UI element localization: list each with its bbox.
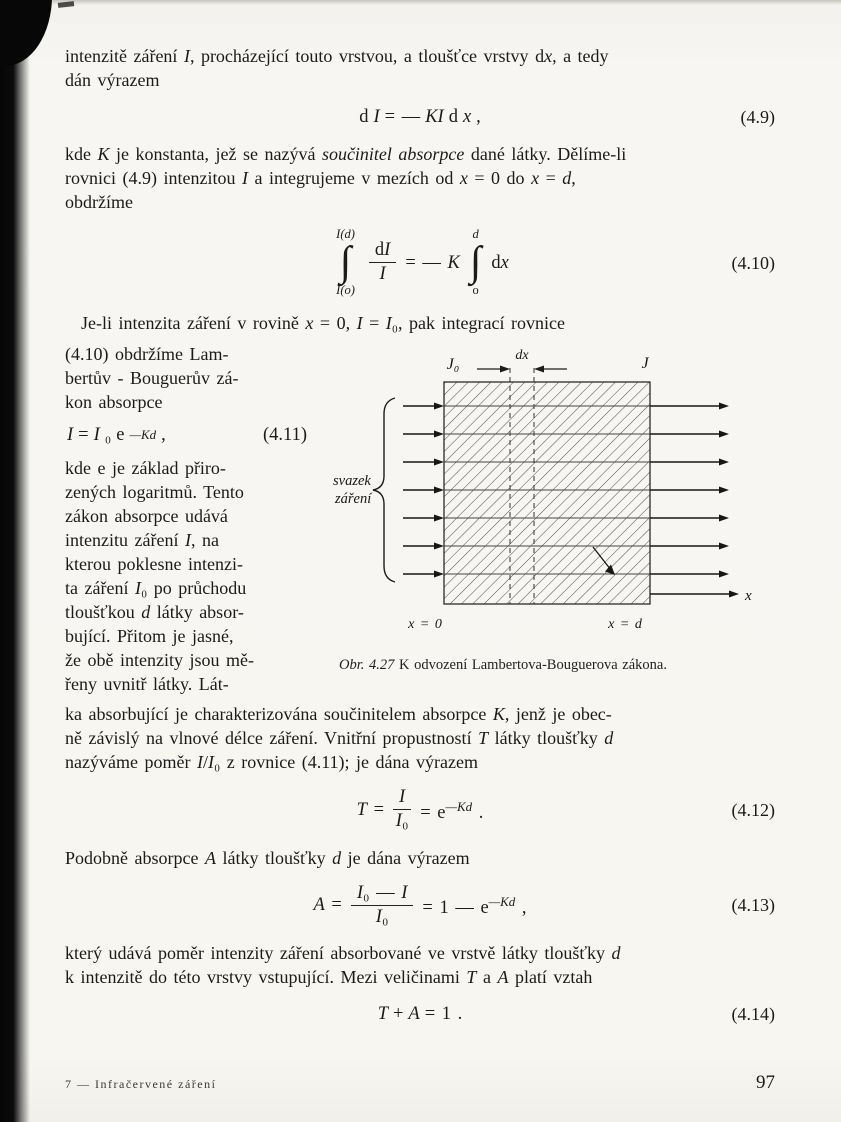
- page-body: [65, 44, 775, 1039]
- corner-shadow: [0, 0, 52, 66]
- equation-lhs: A =: [313, 895, 342, 916]
- equation-lhs: T =: [356, 799, 385, 820]
- dx-measure-arrowheads: [500, 366, 544, 373]
- fraction-denominator: I₀: [375, 906, 389, 927]
- two-column-section: [65, 342, 775, 696]
- equation-number: (4.9): [740, 107, 775, 127]
- paragraph-transmittance: ka absorbující je charakterizována součinitelem absorpce K, jenž je obec- ně závislý na vlnové délce záření. Vnitřní propustností T látky tloušťky d nazýváme poměr I/I₀ z rovnice (4.11); je dána výrazem: [65, 704, 614, 773]
- page-footer: [65, 1072, 775, 1094]
- incoming-arrowheads: [434, 403, 444, 578]
- fraction-denominator: I₀: [395, 811, 409, 832]
- integral-upper-limit: I(d): [336, 227, 355, 241]
- fraction-numerator: I: [393, 787, 411, 810]
- integral-upper-limit: d: [472, 227, 479, 241]
- page-number: 97: [756, 1072, 775, 1093]
- paragraph-constant: kde K je konstanta, jež se nazývá součinitel absorpce dané látky. Dělíme-li rovnici (4.9) intenzitou I a integrujeme v mezích od x = 0 do x = d, obdržíme: [65, 144, 627, 212]
- equation-number: (4.11): [262, 425, 307, 446]
- equation-rhs: = 1 — $e^{—Kd}$ ,: [422, 894, 527, 919]
- binding-shadow: [0, 0, 30, 1122]
- label-j0: J₀: [446, 356, 460, 374]
- equation-4-13: [65, 883, 775, 929]
- paragraph-lambert-intro: Je-li intenzita záření v rovině x = 0, I = I₀, pak integrací rovnice: [81, 313, 565, 334]
- fraction-numerator: I₀ — I: [351, 883, 414, 906]
- x-axis: [650, 591, 739, 598]
- equation-formula: T + A = 1 .: [377, 1004, 463, 1025]
- column-text-bottom: kde e je základ přiro- zených logaritmů. Tento zákon absorpce udává intenzitu záření I, na kterou poklesne intenzi- ta záření I₀ po průchodu tloušťkou d látky absor- bující. Přitom je jasné, že obě intenzity jsou mě- řeny uvnitř látky. Lát-: [65, 458, 254, 695]
- footer-imprint: 7 — Infračervené záření: [65, 1077, 217, 1091]
- fraction-numerator: dI: [369, 240, 396, 263]
- left-text-column: [65, 342, 311, 696]
- equation-4-10: [65, 227, 775, 298]
- integral-right: [470, 227, 482, 298]
- label-x0: x = 0: [408, 617, 442, 633]
- label-x-axis: x: [745, 588, 752, 605]
- figure-caption: Obr. 4.27 K odvození Lambertova-Bouguerova zákona.: [339, 657, 667, 674]
- equation-number: (4.13): [731, 895, 775, 916]
- lambert-bouguer-diagram: [325, 344, 765, 644]
- equation-number: (4.10): [731, 252, 775, 273]
- equation-formula: d I = — KI d x ,: [359, 107, 481, 127]
- equation-4-12: [65, 787, 775, 833]
- beam-bundle-brace: [373, 398, 395, 582]
- figure-column: [323, 342, 775, 696]
- integral-lower-limit: o: [472, 282, 479, 297]
- fraction: [393, 787, 411, 833]
- label-beam-line1: svazek: [333, 473, 371, 490]
- outgoing-arrowheads: [719, 403, 729, 578]
- outgoing-beam-arrows: [650, 406, 720, 574]
- fraction: [369, 240, 396, 286]
- equation-4-14: [65, 1002, 775, 1026]
- integral-lower-limit: I(o): [336, 282, 355, 297]
- paragraph-absorption-intro: Podobně absorpce A látky tloušťky d je dána výrazem: [65, 847, 470, 868]
- equation-middle: = — K: [405, 252, 460, 273]
- paragraph-ratio: který udává poměr intenzity záření absorbované ve vrstvě látky tloušťky d k intenzitě do této vrstvy vstupující. Mezi veličinami T a A platí vztah: [65, 943, 621, 988]
- label-dx: dx: [515, 348, 529, 364]
- integral-sign: ∫: [469, 238, 482, 285]
- integral-left: [336, 227, 355, 298]
- label-j: J: [641, 355, 649, 373]
- equation-rhs: = $e^{—Kd}$ .: [420, 798, 484, 823]
- paragraph-intro: intenzitě záření I, procházející touto vrstvou, a tloušťce vrstvy dx, a tedy dán výrazem: [65, 46, 609, 90]
- incoming-beam-arrows: [403, 406, 435, 574]
- equation-formula: I = I ₀ e —Kd ,: [67, 425, 166, 446]
- column-text-top: (4.10) obdržíme Lam- bertův - Bouguerův zá- kon absorpce: [65, 344, 239, 413]
- label-beam-line2: záření: [335, 491, 372, 508]
- ink-smudge: [58, 1, 74, 8]
- equation-number: (4.14): [731, 1004, 775, 1025]
- equation-tail: dx: [491, 252, 509, 273]
- equation-number: (4.12): [731, 799, 775, 820]
- label-xd: x = d: [608, 617, 642, 633]
- integral-sign: ∫: [339, 238, 352, 285]
- fraction-denominator: I: [379, 264, 386, 285]
- fraction: [351, 883, 414, 929]
- absorber-slab: [444, 382, 650, 604]
- page-top-edge: [0, 0, 841, 5]
- equation-4-11: [67, 423, 311, 447]
- figure-4-27: [325, 344, 775, 677]
- equation-4-9: [65, 105, 775, 129]
